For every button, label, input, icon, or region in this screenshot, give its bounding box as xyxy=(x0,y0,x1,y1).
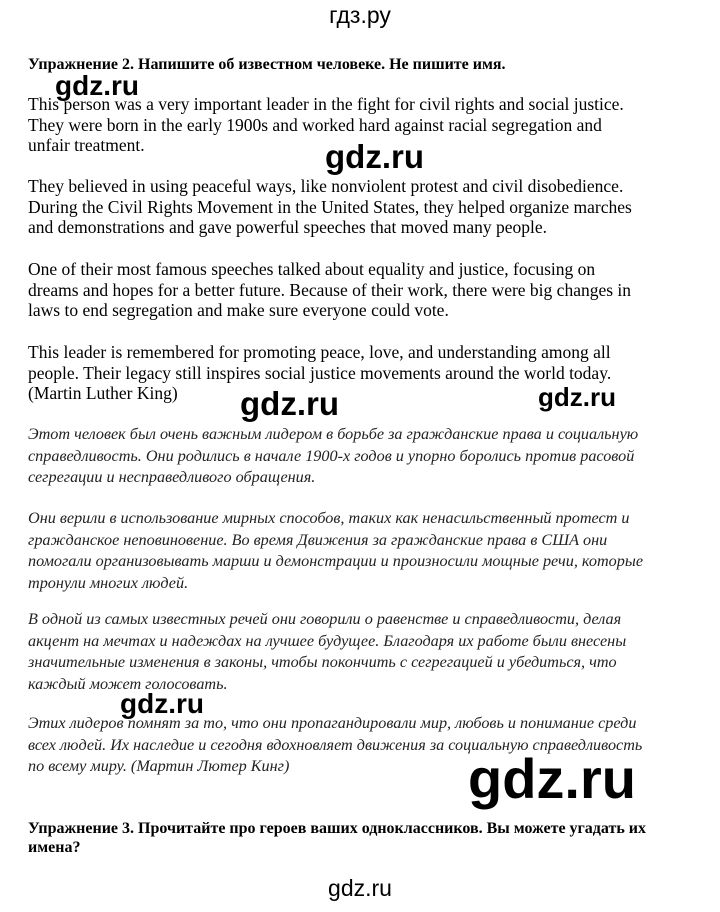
russian-paragraph-4: Этих лидеров помнят за то, что они пропагандировали мир, любовь и понимание среди всех людей. Их наследие и сегодня вдохновляет движения за социальную справедливость по всему миру. (Мартин Лютер Кинг) xyxy=(28,714,643,775)
site-footer: gdz.ru xyxy=(328,875,392,901)
watermark-gdz-6: gdz.ru xyxy=(468,747,636,810)
watermark-gdz-1: gdz.ru xyxy=(55,70,139,101)
russian-paragraph-3: В одной из самых известных речей они говорили о равенстве и справедливости, делая акцент на мечтах и надеждах на лучшее будущее. Благодаря их работе были внесены значительные изменения в законы, чтобы покончить с сегрегацией и убедиться, что каждый может голосовать. xyxy=(28,610,627,693)
watermark-gdz-5: gdz.ru xyxy=(120,688,204,719)
exercise-3-heading: Упражнение 3. Прочитайте про героев ваших одноклассников. Вы можете угадать их имена? xyxy=(28,820,647,856)
english-paragraph-4: This leader is remembered for promoting peace, love, and understanding among all people. Their legacy still inspires social justice movements around the world today. (Martin Luther King) xyxy=(28,342,612,404)
watermark-gdz-2: gdz.ru xyxy=(325,138,424,175)
watermark-gdz-3: gdz.ru xyxy=(240,385,339,422)
site-header: гдз.ру xyxy=(329,2,391,28)
english-paragraph-1: This person was a very important leader in the fight for civil rights and social justice. They were born in the early 1900s and worked hard against racial segregation and unfair treatment. xyxy=(28,94,624,156)
exercise-2-heading: Упражнение 2. Напишите об известном человеке. Не пишите имя. xyxy=(28,56,506,73)
russian-paragraph-2: Они верили в использование мирных способов, таких как ненасильственный протест и гражданское неповиновение. Во время Движения за гражданские права в США они помогали организовывать марши и демонстрации и произносили мощные речи, которые тронули многих людей. xyxy=(28,509,644,592)
watermark-gdz-4: gdz.ru xyxy=(538,382,616,412)
russian-paragraph-1: Этот человек был очень важным лидером в борьбе за гражданские права и социальную справедливость. Они родились в начале 1900-х годов и упорно боролись против расовой сегрегации и несправедливого обращения. xyxy=(28,425,639,486)
english-paragraph-2: They believed in using peaceful ways, like nonviolent protest and civil disobedience. During the Civil Rights Movement in the United States, they helped organize marches and demonstrations and gave powerful speeches that moved many people. xyxy=(28,176,632,238)
english-paragraph-3: One of their most famous speeches talked about equality and justice, focusing on dreams and hopes for a better future. Because of their work, there were big changes in laws to end segregation and make sure everyone could vote. xyxy=(28,259,632,321)
